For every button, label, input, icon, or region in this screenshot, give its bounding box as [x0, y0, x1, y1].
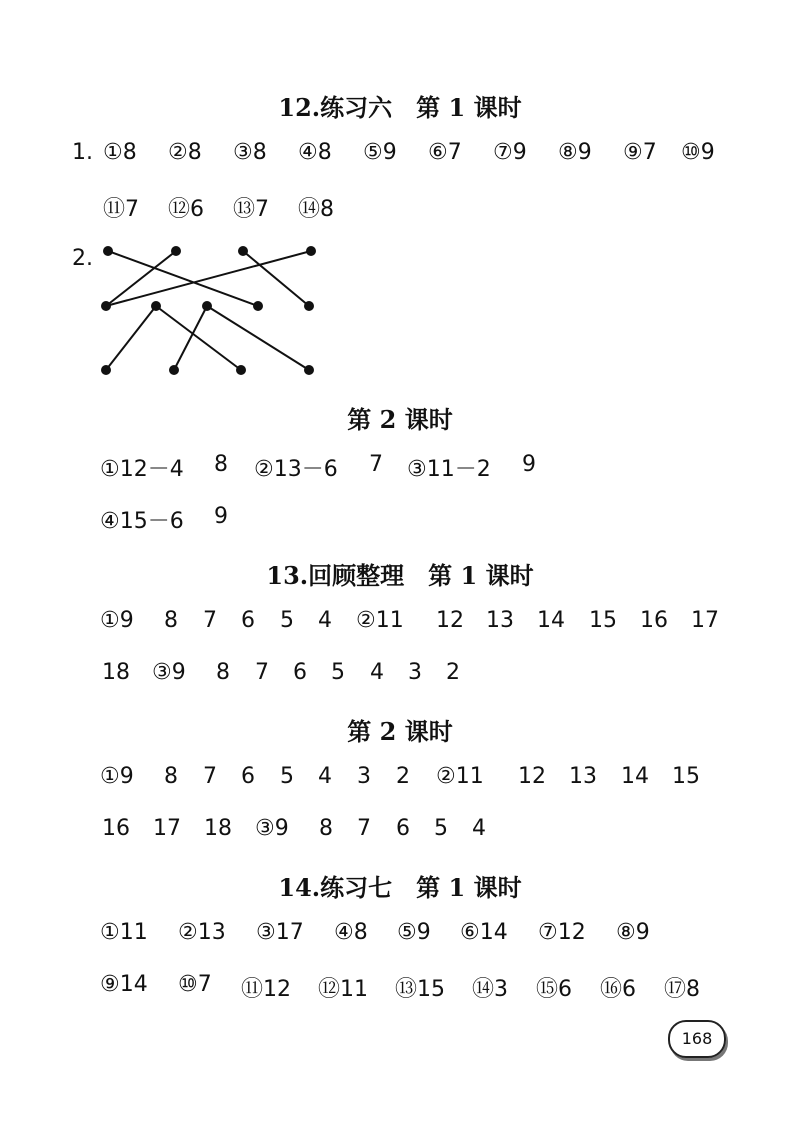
match-dot [151, 301, 161, 311]
answer-item: 18 [204, 816, 232, 841]
question-number: 2. [72, 246, 93, 271]
answer-item: ②13 [178, 920, 226, 945]
match-dot [169, 365, 179, 375]
answer-row [0, 660, 800, 692]
answer-item: 8 [214, 452, 228, 477]
answer-item: ⑬7 [233, 197, 269, 222]
answer-item: ⑩9 [681, 140, 715, 165]
answer-item: ⑦9 [493, 140, 527, 165]
answer-item: 8 [164, 764, 178, 789]
answer-item: ①12－4 [100, 457, 184, 482]
answer-item: ⑥7 [428, 140, 462, 165]
answer-item: ⑨7 [623, 140, 657, 165]
section-title: 12.练习六 第 1 课时 [278, 93, 522, 122]
answer-item: 8 [319, 816, 333, 841]
answer-item: 7 [357, 816, 371, 841]
answer-item: ⑤9 [363, 140, 397, 165]
answer-item: 5 [434, 816, 448, 841]
section-title: 14.练习七 第 1 课时 [278, 873, 522, 902]
answer-item: 7 [369, 452, 383, 477]
answer-item: ②8 [168, 140, 202, 165]
answer-item: 4 [472, 816, 486, 841]
answer-item: ⑮6 [536, 977, 572, 1002]
section-title: 第 2 课时 [347, 717, 453, 746]
answer-item: 6 [293, 660, 307, 685]
page-number: 168 [668, 1020, 726, 1058]
answer-item: ④8 [334, 920, 368, 945]
answer-item: ②13－6 [254, 457, 338, 482]
answer-item: ⑰8 [664, 977, 700, 1002]
answer-item: 14 [537, 608, 565, 633]
answer-item: ④8 [298, 140, 332, 165]
answer-item: ⑧9 [558, 140, 592, 165]
matching-line [174, 306, 207, 370]
section-title: 13.回顾整理 第 1 课时 [266, 561, 534, 590]
answer-item: 7 [255, 660, 269, 685]
answer-item: ④15－6 [100, 509, 184, 534]
matching-line [243, 251, 309, 306]
answer-item: ⑫11 [318, 977, 368, 1002]
answer-item: ⑩7 [178, 972, 212, 997]
answer-item: 17 [691, 608, 719, 633]
answer-item: 12 [436, 608, 464, 633]
answer-item: 12 [518, 764, 546, 789]
matching-line [156, 306, 241, 370]
answer-item: 3 [408, 660, 422, 685]
answer-item: 4 [318, 608, 332, 633]
match-dot [238, 246, 248, 256]
answer-item: 9 [522, 452, 536, 477]
answer-item: 13 [569, 764, 597, 789]
answer-item: ③17 [256, 920, 304, 945]
answer-row [0, 972, 800, 1004]
answer-item: ①11 [100, 920, 148, 945]
answer-item: ①8 [103, 140, 137, 165]
answer-item: 18 [102, 660, 130, 685]
answer-item: 16 [102, 816, 130, 841]
answer-item: 6 [396, 816, 410, 841]
answer-item: ⑬15 [395, 977, 445, 1002]
answer-item: 2 [396, 764, 410, 789]
answer-row [0, 504, 800, 536]
matching-line [108, 251, 258, 306]
answer-item: ⑪12 [241, 977, 291, 1002]
section-title: 第 2 课时 [347, 405, 453, 434]
answer-item: 7 [203, 608, 217, 633]
answer-item: 7 [203, 764, 217, 789]
answer-item: 4 [318, 764, 332, 789]
answer-item: ⑥14 [460, 920, 508, 945]
match-dot [101, 365, 111, 375]
match-dot [304, 301, 314, 311]
answer-item: 14 [621, 764, 649, 789]
answer-item: ①9 [100, 608, 134, 633]
answer-item: ⑫6 [168, 197, 204, 222]
matching-line [207, 306, 309, 370]
answer-item: 6 [241, 608, 255, 633]
match-dot [304, 365, 314, 375]
answer-item: 6 [241, 764, 255, 789]
match-dot [202, 301, 212, 311]
matching-line [106, 251, 176, 306]
match-dot [236, 365, 246, 375]
answer-item: 9 [214, 504, 228, 529]
answer-item: 3 [357, 764, 371, 789]
answer-item: ③8 [233, 140, 267, 165]
answer-item: ②11 [436, 764, 484, 789]
answer-row [0, 764, 800, 796]
matching-diagram [0, 0, 800, 400]
answer-item: 5 [280, 608, 294, 633]
match-dot [101, 301, 111, 311]
answer-item: 15 [672, 764, 700, 789]
question-number: 1. [72, 140, 93, 165]
answer-item: ③9 [255, 816, 289, 841]
answer-item: ③9 [152, 660, 186, 685]
answer-item: ⑤9 [397, 920, 431, 945]
answer-item: 17 [153, 816, 181, 841]
answer-item: 16 [640, 608, 668, 633]
match-dot [253, 301, 263, 311]
match-dot [306, 246, 316, 256]
answer-item: ⑭3 [472, 977, 508, 1002]
match-dot [103, 246, 113, 256]
answer-item: ①9 [100, 764, 134, 789]
answer-item: 8 [164, 608, 178, 633]
answer-item: 5 [280, 764, 294, 789]
answer-item: 8 [216, 660, 230, 685]
answer-row [0, 452, 800, 484]
answer-item: ⑧9 [616, 920, 650, 945]
answer-row [0, 816, 800, 848]
answer-item: ②11 [356, 608, 404, 633]
answer-item: ⑭8 [298, 197, 334, 222]
match-dot [171, 246, 181, 256]
answer-item: 13 [486, 608, 514, 633]
answer-item: 4 [370, 660, 384, 685]
answer-row [0, 608, 800, 640]
answer-row [0, 920, 800, 952]
answer-item: 15 [589, 608, 617, 633]
answer-item: ⑯6 [600, 977, 636, 1002]
answer-item: ⑦12 [538, 920, 586, 945]
answer-item: ⑨14 [100, 972, 148, 997]
matching-line [106, 306, 156, 370]
answer-item: ⑪7 [103, 197, 139, 222]
matching-line [106, 251, 311, 306]
answer-item: 5 [331, 660, 345, 685]
answer-item: ③11－2 [407, 457, 491, 482]
answer-item: 2 [446, 660, 460, 685]
